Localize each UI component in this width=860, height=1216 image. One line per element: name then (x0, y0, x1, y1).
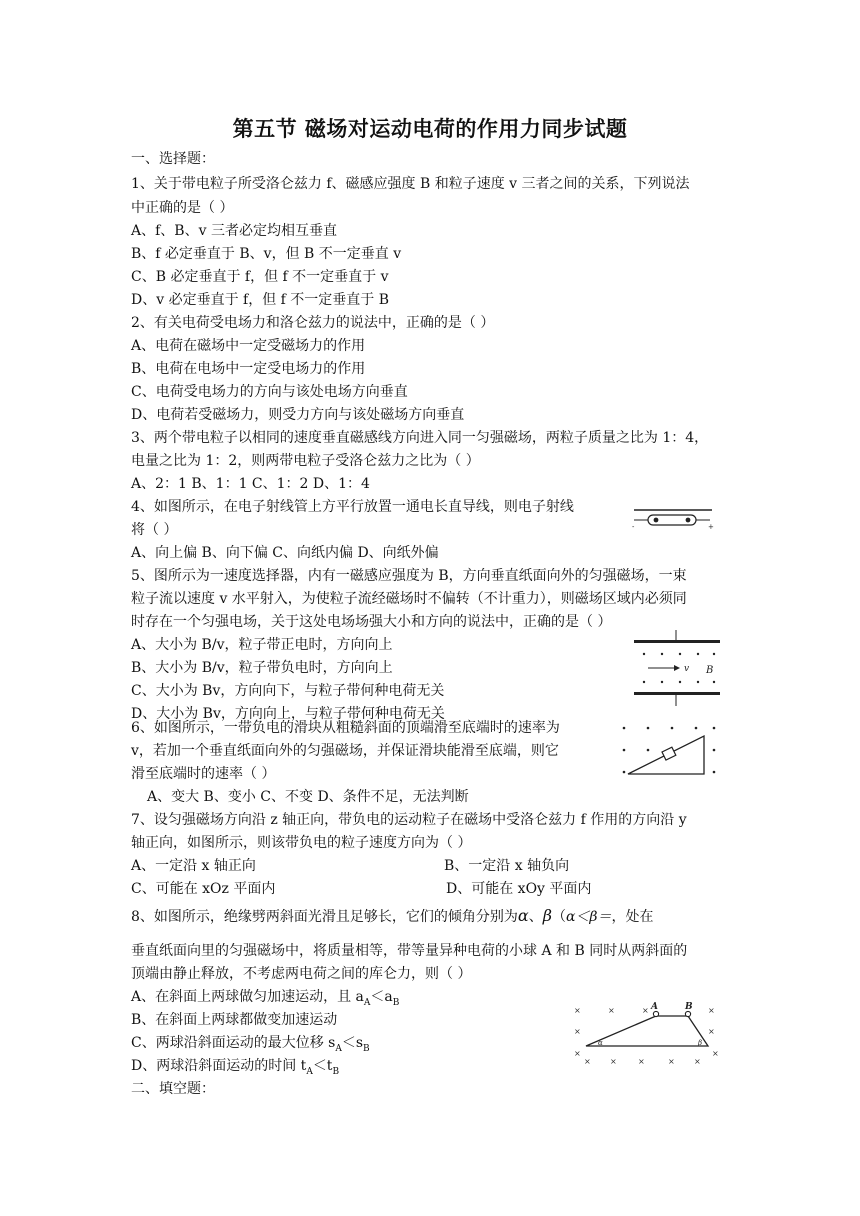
q7-stem-line2: 轴正向，如图所示，则该带负电的粒子速度方向为（ ） (131, 835, 472, 851)
q5-figure-label-v: v (684, 664, 690, 674)
q5-figure-label-b: B (706, 665, 714, 676)
q8-wedge (586, 1016, 708, 1046)
svg-text:×: × (708, 1006, 715, 1015)
q6-stem-line3: 滑至底端时的速率（ ） (131, 766, 276, 782)
svg-text:×: × (712, 1049, 719, 1058)
q8-option-c-sub1: A (335, 1043, 342, 1054)
svg-text:×: × (638, 1057, 645, 1066)
q8-option-a-sub2: B (392, 997, 400, 1008)
svg-text:×: × (708, 1027, 715, 1036)
q8-option-d-sub2: B (332, 1066, 340, 1077)
q8-option-d-mid: ＜t (312, 1058, 333, 1074)
q5-stem-line2: 粒子流以速度 v 水平射入，为使粒子流经磁场时不偏转（不计重力），则磁场区域内必须同 (131, 591, 687, 607)
q5-option-b: B、大小为 B/v，粒子带负电时，方向向上 (131, 660, 393, 676)
q8-option-a-text: A、在斜面上两球做匀加速运动，且 a (131, 989, 364, 1005)
q8-option-c-text: C、两球沿斜面运动的最大位移 s (131, 1035, 336, 1051)
svg-text:-: - (632, 523, 635, 530)
q5-top-plate (634, 640, 720, 643)
q8-paren: （ (551, 909, 566, 925)
q7-option-a: A、一定沿 x 轴正向 (131, 858, 256, 874)
q4-stem-line1: 4、如图所示，在电子射线管上方平行放置一通电长直导线，则电子射线 (131, 499, 574, 515)
q8-figure-angle-beta: β (698, 1039, 703, 1047)
q6-stem-line2: v，若加一个垂直纸面向外的匀强磁场，并保证滑块能滑至底端，则它 (131, 743, 559, 759)
q8-option-c-sub2: B (363, 1043, 370, 1054)
q2-option-a: A、电荷在磁场中一定受磁场力的作用 (131, 338, 366, 354)
q5-velocity-selector-figure (626, 630, 726, 708)
q6-options: A、变大 B、变小 C、不变 D、条件不足，无法判断 (147, 789, 469, 805)
q1-option-a: A、f、B、v 三者必定均相互垂直 (131, 223, 337, 239)
q4-electron-tube-figure (630, 506, 716, 530)
q8-option-a (131, 988, 399, 1012)
q8-option-b: B、在斜面上两球都做变加速运动 (131, 1012, 338, 1028)
q8-option-d-text: D、两球沿斜面运动的时间 t (131, 1058, 307, 1074)
q8-beta: β (542, 906, 552, 925)
q2-option-d: D、电荷若受磁场力，则受力方向与该处磁场方向垂直 (131, 407, 465, 423)
q3-options: A、2：1 B、1：1 C、1：2 D、1：4 (131, 476, 370, 492)
q7-option-c: C、可能在 xOz 平面内 (131, 881, 276, 897)
q7-option-b: B、一定沿 x 轴负向 (444, 858, 570, 874)
section-heading-fill: 二、填空题： (131, 1081, 215, 1097)
q7-stem-line1: 7、设匀强磁场方向沿 z 轴正向，带负电的运动粒子在磁场中受洛仑兹力 f 作用的方向沿 y (131, 812, 687, 828)
q8-option-d (131, 1057, 339, 1081)
q8-option-a-sub1: A (363, 997, 371, 1008)
q6-stem-line1: 6、如图所示，一带负电的滑块从粗糙斜面的顶端滑至底端时的速率为 (131, 720, 560, 736)
q2-option-c: C、电荷受电场力的方向与该处电场方向垂直 (131, 384, 408, 400)
page-title: 第五节 磁场对运动电荷的作用力同步试题 (232, 117, 628, 141)
q3-stem-line1: 3、两个带电粒子以相同的速度垂直磁感线方向进入同一匀强磁场，两粒子质量之比为 1：4， (131, 430, 709, 446)
svg-text:×: × (668, 1057, 675, 1066)
q1-option-c: C、B 必定垂直于 f，但 f 不一定垂直于 v (131, 269, 389, 285)
q1-option-b: B、f 必定垂直于 B、v，但 B 不一定垂直 v (131, 246, 402, 262)
q2-stem-line1: 2、有关电荷受电场力和洛仑兹力的说法中，正确的是（ ） (131, 315, 495, 331)
q5-option-d: D、大小为 Bv，方向向上，与粒子带何种电荷无关 (131, 706, 445, 722)
q6-block (662, 747, 676, 760)
q7-option-d: D、可能在 xOy 平面内 (446, 881, 592, 897)
q1-option-d: D、v 必定垂直于 f，但 f 不一定垂直于 B (131, 292, 390, 308)
q4-options: A、向上偏 B、向下偏 C、向纸内偏 D、向纸外偏 (131, 545, 439, 561)
q8-ball-a (653, 1011, 658, 1016)
svg-text:×: × (574, 1027, 581, 1036)
q8-stem-text: 8、如图所示，绝缘劈两斜面光滑且足够长，它们的倾角分别为 (131, 909, 518, 925)
q5-option-c: C、大小为 Bv，方向向下，与粒子带何种电荷无关 (131, 683, 445, 699)
q8-option-d-sub1: A (306, 1066, 313, 1077)
q8-comparison: α＜β＝ (565, 909, 612, 925)
q8-stem-line1 (131, 907, 654, 926)
q8-ball-b (685, 1011, 690, 1016)
q2-option-b: B、电荷在电场中一定受电场力的作用 (131, 361, 366, 377)
q6-incline-figure (618, 724, 718, 780)
q5-stem-line3: 时存在一个匀强电场，关于这处电场场强大小和方向的说法中，正确的是（ ） (131, 614, 612, 630)
q8-alpha: α (517, 906, 529, 925)
svg-text:×: × (574, 1049, 581, 1058)
q1-stem-line1: 1、关于带电粒子所受洛仑兹力 f、磁感应强度 B 和粒子速度 v 三者之间的关系，下列说法 (131, 176, 690, 192)
q1-stem-line2: 中正确的是（ ） (131, 200, 234, 216)
q8-figure-label-a: A (651, 1002, 658, 1012)
q8-option-a-mid: ＜a (370, 989, 393, 1005)
q3-stem-line2: 电量之比为 1：2，则两带电粒子受洛仑兹力之比为（ ） (131, 453, 480, 469)
q8-stem-line2: 垂直纸面向里的匀强磁场中，将质量相等，带等量异种电荷的小球 A 和 B 同时从两斜面的 (131, 943, 688, 959)
q5-stem-line1: 5、图所示为一速度选择器，内有一磁感应强度为 B，方向垂直纸面向外的匀强磁场，一束 (131, 568, 687, 584)
q8-stem-tail: ，处在 (611, 909, 654, 925)
q8-figure-angle-alpha: α (598, 1039, 603, 1047)
q5-bottom-plate (634, 692, 720, 695)
svg-text:×: × (608, 1006, 615, 1015)
svg-text:×: × (584, 1057, 591, 1066)
q8-wedge-figure (572, 1000, 728, 1066)
q8-stem-line3: 顶端由静止释放，不考虑两电荷之间的库仑力，则（ ） (131, 966, 472, 982)
q4-stem-line2: 将（ ） (131, 522, 178, 538)
svg-text:×: × (694, 1057, 701, 1066)
section-heading-choice: 一、选择题： (131, 151, 215, 167)
q8-figure-label-b: B (685, 1002, 693, 1012)
q8-option-c (131, 1034, 370, 1058)
q8-option-c-mid: ＜s (341, 1035, 364, 1051)
svg-text:×: × (642, 1006, 649, 1015)
svg-text:×: × (610, 1057, 617, 1066)
svg-text:×: × (574, 1006, 581, 1015)
q5-option-a: A、大小为 B/v，粒子带正电时，方向向上 (131, 637, 393, 653)
svg-text:+: + (708, 523, 714, 530)
q8-separator: 、 (528, 909, 543, 925)
